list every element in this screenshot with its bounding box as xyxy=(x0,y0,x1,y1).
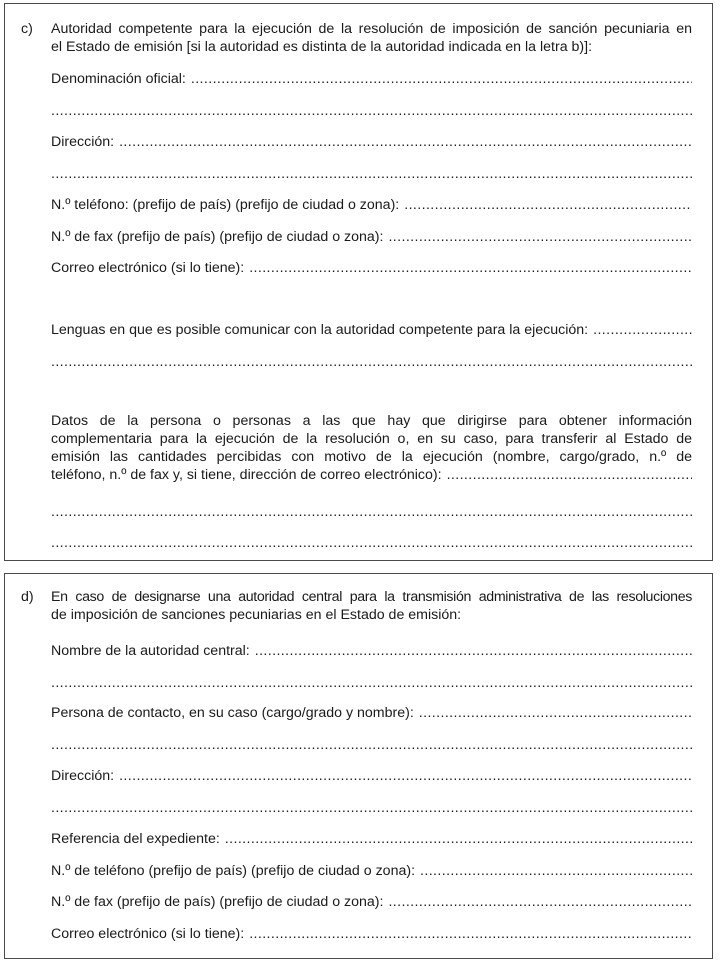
direccion-d-continuation[interactable] xyxy=(51,800,692,817)
correo-d-dots[interactable] xyxy=(249,926,692,943)
persona-contacto-field[interactable] xyxy=(51,705,692,722)
telefono-dots[interactable] xyxy=(404,197,692,214)
lenguas-dots[interactable] xyxy=(593,322,692,339)
telefono-field[interactable] xyxy=(51,197,692,214)
telefono-d-label: N.º de teléfono (prefijo de país) (prefijo de ciudad o zona): xyxy=(51,863,416,879)
datos-dots-3[interactable] xyxy=(51,535,692,552)
persona-contacto-dots[interactable] xyxy=(419,705,692,722)
referencia-label: Referencia del expediente: xyxy=(51,831,220,847)
direccion-d-field[interactable] xyxy=(51,768,692,785)
lenguas-label: Lenguas en que es posible comunicar con la autoridad competente para la ejecución: xyxy=(51,322,589,338)
fax-label: N.º de fax (prefijo de país) (prefijo de ciudad o zona): xyxy=(51,229,384,245)
denominacion-dots[interactable] xyxy=(191,71,692,88)
denominacion-label: Denominación oficial: xyxy=(51,71,186,87)
datos-line4-field[interactable] xyxy=(51,466,692,484)
section-d-heading xyxy=(51,588,692,624)
telefono-label: N.º teléfono: (prefijo de país) (prefijo de ciudad o zona): xyxy=(51,197,400,213)
direccion-dots-2[interactable] xyxy=(51,166,692,183)
datos-field-continuation-1[interactable] xyxy=(51,504,692,521)
section-c-heading xyxy=(51,20,692,56)
denominacion-field-continuation[interactable] xyxy=(51,103,692,120)
denominacion-dots-2[interactable] xyxy=(51,103,692,120)
persona-contacto-continuation[interactable] xyxy=(51,737,692,754)
datos-contacto-paragraph xyxy=(51,412,692,484)
datos-dots[interactable] xyxy=(447,466,692,484)
direccion-label: Dirección: xyxy=(51,134,115,150)
correo-d-field[interactable] xyxy=(51,926,692,943)
persona-contacto-label: Persona de contacto, en su caso (cargo/grado y nombre): xyxy=(51,705,414,721)
lenguas-dots-2[interactable] xyxy=(51,354,692,371)
section-d-letter: d) xyxy=(21,589,34,605)
fax-field[interactable] xyxy=(51,229,692,246)
direccion-d-dots[interactable] xyxy=(119,768,692,785)
fax-d-field[interactable] xyxy=(51,894,692,911)
datos-line3: emisión las cantidades percibidas con motivo de la ejecución (nombre, cargo/grado, n.º de xyxy=(51,449,692,465)
section-c-box xyxy=(4,3,713,561)
correo-label: Correo electrónico (si lo tiene): xyxy=(51,260,245,276)
persona-contacto-dots-2[interactable] xyxy=(51,737,692,754)
nombre-autoridad-continuation[interactable] xyxy=(51,675,692,692)
fax-dots[interactable] xyxy=(388,229,692,246)
direccion-field[interactable] xyxy=(51,134,692,151)
nombre-autoridad-dots[interactable] xyxy=(255,643,692,660)
correo-d-label: Correo electrónico (si lo tiene): xyxy=(51,926,245,942)
direccion-d-dots-2[interactable] xyxy=(51,800,692,817)
direccion-d-label: Dirección: xyxy=(51,768,115,784)
datos-line1: Datos de la persona o personas a las que hay que dirigirse para obtener información xyxy=(51,413,692,429)
denominacion-field[interactable] xyxy=(51,71,692,88)
referencia-field[interactable] xyxy=(51,831,692,848)
correo-field[interactable] xyxy=(51,260,692,277)
datos-dots-2[interactable] xyxy=(51,504,692,521)
nombre-autoridad-dots-2[interactable] xyxy=(51,675,692,692)
fax-d-dots[interactable] xyxy=(388,894,692,911)
section-d-heading-line1: En caso de designarse una autoridad central para la transmisión administrativa de las resoluciones xyxy=(51,589,692,605)
telefono-d-field[interactable] xyxy=(51,863,692,880)
datos-field-continuation-2[interactable] xyxy=(51,535,692,552)
correo-dots[interactable] xyxy=(249,260,692,277)
section-d-box xyxy=(4,573,713,959)
datos-line2: complementaria para la ejecución de la resolución o, en su caso, para transferir al Estado de xyxy=(51,431,692,447)
direccion-dots[interactable] xyxy=(119,134,692,151)
direccion-field-continuation[interactable] xyxy=(51,166,692,183)
telefono-d-dots[interactable] xyxy=(420,863,692,880)
referencia-dots[interactable] xyxy=(225,831,692,848)
section-c-heading-line2: el Estado de emisión [si la autoridad es distinta de la autoridad indicada en la letra b)]: xyxy=(51,39,593,55)
datos-line4: teléfono, n.º de fax y, si tiene, dirección de correo electrónico): xyxy=(51,467,442,483)
fax-d-label: N.º de fax (prefijo de país) (prefijo de ciudad o zona): xyxy=(51,894,384,910)
nombre-autoridad-field[interactable] xyxy=(51,643,692,660)
section-c-heading-line1: Autoridad competente para la ejecución de la resolución de imposición de sanción pecuniaria en xyxy=(51,21,692,37)
lenguas-field-continuation[interactable] xyxy=(51,354,692,371)
lenguas-field[interactable] xyxy=(51,322,692,339)
section-c-letter: c) xyxy=(21,21,33,37)
section-d-heading-line2: de imposición de sanciones pecuniarias en el Estado de emisión: xyxy=(51,607,462,623)
nombre-autoridad-label: Nombre de la autoridad central: xyxy=(51,643,250,659)
